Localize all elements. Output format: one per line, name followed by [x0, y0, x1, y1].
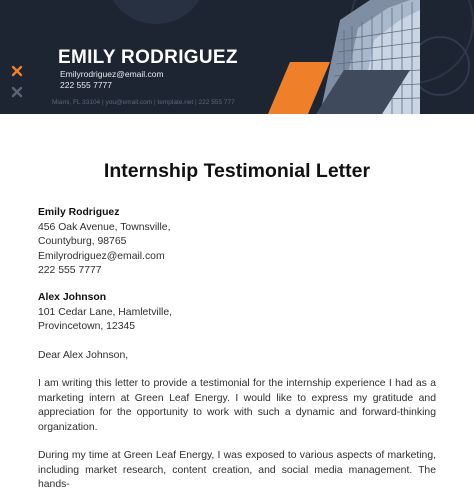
sender-email: Emilyrodriguez@email.com	[38, 250, 165, 262]
x-mark-icon	[11, 65, 23, 77]
header-email: Emilyrodriguez@email.com	[60, 69, 164, 79]
header-phone: 222 555 7777	[60, 80, 112, 90]
recipient-address-block	[38, 291, 172, 335]
body-paragraph: During my time at Green Leaf Energy, I was exposed to various aspects of marketing, including market research, content creation, and social media management. The hands-	[38, 450, 436, 491]
orange-parallelogram	[268, 62, 358, 114]
recipient-address-line2: Provincetown, 12345	[38, 321, 136, 333]
x-mark-icon	[11, 86, 23, 98]
letter-title: Internship Testimonial Letter	[103, 160, 371, 182]
header-contact-line: Miami, FL 33104 | you@email.com | template.net | 222 555 777	[52, 99, 235, 106]
decorative-circle	[108, 0, 204, 24]
sender-address-line2: Countyburg, 98765	[38, 236, 127, 248]
body-paragraph: I am writing this letter to provide a testimonial for the internship experience I had as a marketing intern at Green Leaf Energy. I would like to express my gratitude and appreciation for the opportunity to work with such a dynamic and forward-thinking organization.	[38, 378, 436, 433]
letterhead-banner	[0, 0, 474, 114]
recipient-address-line1: 101 Cedar Lane, Hamletville,	[38, 306, 172, 318]
header-name: EMILY RODRIGUEZ	[58, 47, 238, 68]
sender-address-line1: 456 Oak Avenue, Townsville,	[38, 221, 171, 233]
recipient-name: Alex Johnson	[38, 292, 107, 303]
salutation: Dear Alex Johnson,	[38, 350, 129, 361]
sender-name: Emily Rodriguez	[38, 207, 120, 218]
sender-phone: 222 555 7777	[38, 265, 102, 277]
sender-address-block	[38, 206, 170, 279]
